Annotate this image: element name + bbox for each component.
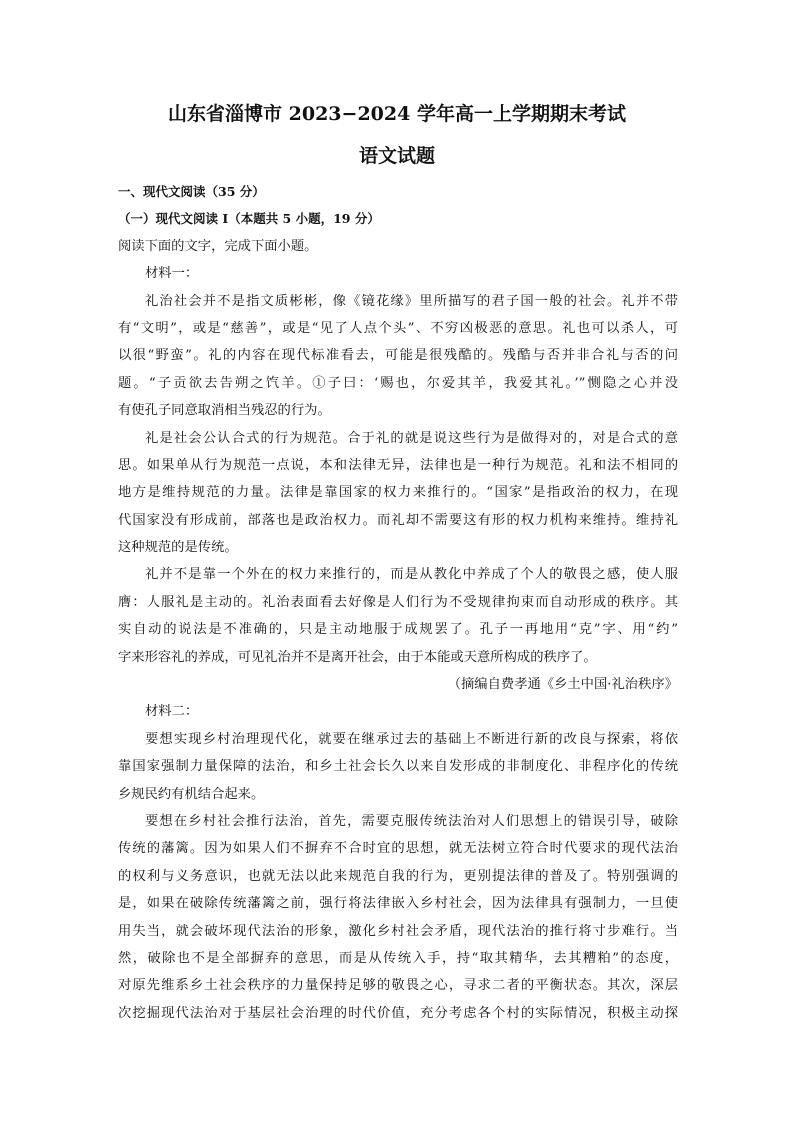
paragraph-line: 次挖掘现代法治对于基层社会治理的时代价值，充分考虑各个村的实际情况，积极主动探: [118, 1005, 678, 1021]
material-one-label: 材料一：: [145, 266, 199, 282]
paragraph-line: 有使孔子同意取消相当残忍的行为。: [118, 403, 331, 419]
paragraph-line: 要想实现乡村治理现代化，就要在继承过去的基础上不断进行新的改良与探索，将依: [145, 731, 678, 747]
paragraph-line: 用失当，就会破坏现代法治的形象，激化乡村社会矛盾，现代法治的推行将寸步难行。当: [118, 923, 678, 939]
paragraph-line: 然，破除也不是全部摒弃的意思，而是从传统入手，持“取其精华，去其糟粕”的态度，: [118, 950, 678, 966]
paragraph-line: 要想在乡村社会推行法治，首先，需要克服传统法治对人们思想上的错误引导，破除: [145, 813, 678, 829]
paragraph-line: 礼治社会并不是指文质彬彬，像《镜花缘》里所描写的君子国一般的社会。礼并不带: [145, 293, 678, 309]
document-body: [118, 178, 678, 1027]
section-subheading: （一）现代文阅读 I（本题共 5 小题，19 分）: [118, 211, 380, 227]
paragraph-line: 对原先维系乡土社会秩序的力量保持足够的敬畏之心，寻求二者的平衡状态。其次，深层: [118, 978, 678, 994]
source-citation: （摘编自费孝通《乡土中国·礼治秩序》: [447, 677, 678, 693]
paragraph-line: 地方是维持规范的力量。法律是靠国家的权力来推行的。“国家”是指政治的权力，在现: [118, 485, 678, 501]
instruction-text: 阅读下面的文字，完成下面小题。: [118, 238, 318, 254]
paragraph-line: 题。“子贡欲去告朔之饩羊。①子曰：‘赐也，尔爱其羊，我爱其礼。’”恻隐之心并没: [118, 375, 678, 391]
paragraph-line: 代国家没有形成前，部落也是政治权力。而礼却不需要这有形的权力机构来维持。维持礼: [118, 512, 678, 528]
section-heading: 一、现代文阅读（35 分）: [118, 184, 265, 199]
document-title: 山东省淄博市 2023−2024 学年高一上学期期末考试: [168, 103, 626, 125]
paragraph-line: 传统的藩篱。因为如果人们不摒弃不合时宜的思想，就无法树立符合时代要求的现代法治: [118, 841, 678, 857]
paragraph-line: 是，如果在破除传统藩篱之前，强行将法律嵌入乡村社会，因为法律具有强制力，一旦使: [118, 896, 678, 912]
paragraph-line: 这种规范的是传统。: [118, 540, 238, 556]
paragraph-line: 靠国家强制力量保障的法治，和乡土社会长久以来自发形成的非制度化、非程序化的传统: [118, 759, 678, 775]
paragraph-line: 字来形容礼的养成，可见礼治并不是离开社会，由于本能或天意所构成的秩序了。: [118, 649, 597, 665]
paragraph-line: 礼是社会公认合式的行为规范。合于礼的就是说这些行为是做得对的，对是合式的意: [145, 430, 678, 446]
paragraph-line: 有“文明”，或是“慈善”，或是“见了人点个头”、不穷凶极恶的意思。礼也可以杀人，可: [118, 320, 678, 336]
paragraph-line: 乡规民约有机结合起来。: [118, 786, 265, 802]
paragraph-line: 礼并不是靠一个外在的权力来推行的，而是从教化中养成了个人的敬畏之感，使人服: [145, 567, 678, 583]
paragraph-line: 膺：人服礼是主动的。礼治表面看去好像是人们行为不受规律拘束而自动形成的秩序。其: [118, 594, 678, 610]
paragraph-line: 的权利与义务意识，也就无法以此来规范自我的行为，更别提法律的普及了。特别强调的: [118, 868, 678, 884]
paragraph-line: 思。如果单从行为规范一点说，本和法律无异，法律也是一种行为规范。礼和法不相同的: [118, 457, 678, 473]
material-two-label: 材料二：: [145, 704, 199, 720]
paragraph-line: 实自动的说法是不准确的，只是主动地服于成规罢了。孔子一再地用“克”字、用“约”: [118, 622, 678, 638]
paragraph-line: 以很“野蛮”。礼的内容在现代标准看去，可能是很残酷的。残酷与否并非合礼与否的问: [118, 348, 678, 364]
document-subtitle: 语文试题: [358, 145, 435, 167]
